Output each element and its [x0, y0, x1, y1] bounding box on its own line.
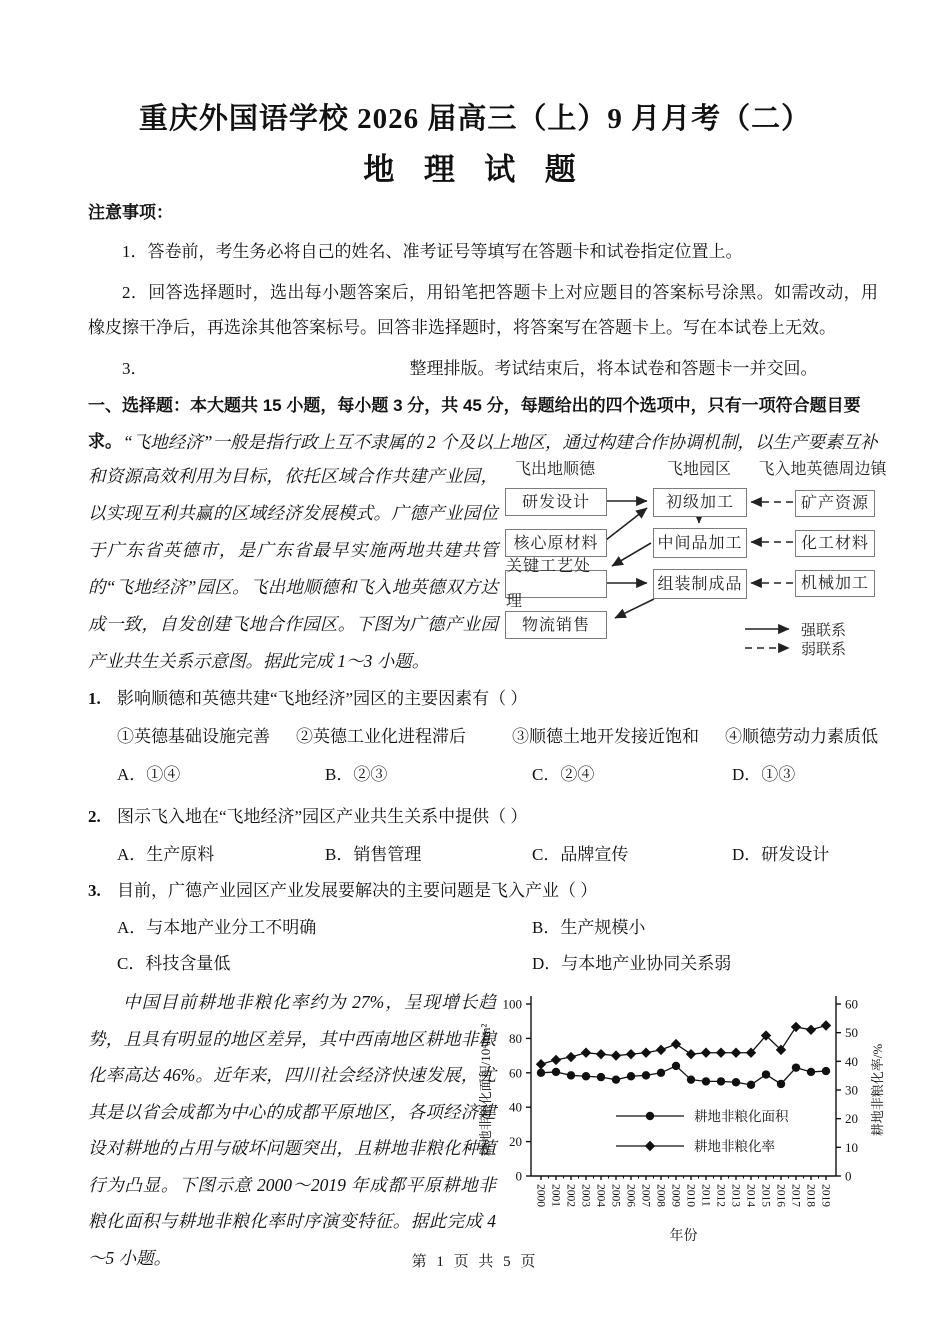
svg-text:耕地非粮化率/%: 耕地非粮化率/%: [870, 1043, 885, 1137]
diagram-box-intermediate: 中间品加工: [653, 528, 747, 558]
svg-text:20: 20: [845, 1111, 858, 1127]
diagram-box-materials: 核心原材料: [505, 529, 607, 557]
passage1-row: [88, 458, 900, 676]
notice-item-1: 1．答卷前，考生务必将自己的姓名、准考证号等填写在答题卡和试卷指定位置上。: [122, 242, 743, 261]
question-3-options-row2: [88, 946, 878, 982]
svg-text:0: 0: [845, 1168, 852, 1184]
question-2-number: 2.: [88, 807, 101, 826]
svg-text:2008: 2008: [654, 1184, 667, 1207]
arrow-assembly-to-logistics: [615, 599, 654, 618]
page-footer: 第 1 页 共 5 页: [411, 1254, 539, 1270]
question-3-stem: 3. 目前，广德产业园区产业发展要解决的主要问题是飞入产业（ ）: [88, 872, 878, 910]
diagram-box-rd: 研发设计: [505, 488, 607, 516]
svg-text:2000: 2000: [534, 1184, 547, 1207]
arrow-intermediate-to-keyprocess: [612, 543, 651, 566]
passage1-intro: “飞地经济”一般是指行政上互不隶属的 2 个及以上地区，通过构建合作协调机制，以生产要素互补: [123, 432, 878, 452]
svg-text:50: 50: [845, 1025, 858, 1041]
diagram-col2-header: 飞地园区: [666, 461, 731, 478]
question-3-number: 3.: [88, 881, 101, 900]
question-1-subitems: [88, 718, 878, 756]
notice-item-2: 2．回答选择题时，选出每小题答案后，用铅笔把答题卡上对应题目的答案标号涂黑。如需改动，用橡皮擦干净后，再选涂其他答案标号。回答非选择题时，将答案写在答题卡上。写在本试卷上无效。: [88, 283, 878, 337]
diagram-col1-header: 飞出地顺德: [514, 461, 595, 478]
svg-text:耕地非粮化面积/10⁴hm²: 耕地非粮化面积/10⁴hm²: [478, 1023, 493, 1157]
svg-text:2016: 2016: [774, 1184, 787, 1207]
legend-weak-label: 弱联系: [801, 642, 847, 658]
option-a: A．①④: [117, 765, 181, 784]
svg-text:2013: 2013: [729, 1184, 742, 1207]
svg-text:耕地非粮化面积: 耕地非粮化面积: [694, 1109, 789, 1124]
industry-symbiosis-diagram: [505, 458, 897, 668]
passage1-body: 和资源高效利用为目标，依托区域合作共建产业园，以实现互利共赢的区域经济发展模式。广德产业园位于广东省英德市，是广东省最早实施两地共建共管的“飞地经济”园区。飞出地顺德和飞入地英德双方达成一致，自发创建飞地合作园区。下图为广德产业园产业共生关系示意图。据此完成 1～3 小题。: [88, 466, 498, 671]
svg-text:2006: 2006: [624, 1184, 637, 1207]
svg-text:耕地非粮化率: 耕地非粮化率: [694, 1139, 775, 1154]
svg-text:2009: 2009: [669, 1184, 682, 1207]
question-2: [88, 798, 878, 874]
svg-text:2005: 2005: [609, 1184, 622, 1207]
passage2-body: 中国目前耕地非粮化率约为 27%，呈现增长趋势，且具有明显的地区差异，其中西南地区耕地非粮化率高达 46%。近年来，四川社会经济快速发展，尤其是以省会成都为中心的成都平原地区，各项经济建设对耕地的占用与破坏问题突出，且耕地非粮化种植行为凸显。下图示意 2000～2019 年成都平原耕地非粮化面积与耕地非粮化率时序演变特征。据此完成 4～5 小题。: [88, 992, 496, 1268]
svg-text:2012: 2012: [714, 1184, 727, 1207]
question-2-stem: 2. 图示飞入地在“飞地经济”园区产业共生关系中提供（ ）: [88, 798, 878, 836]
question-1-stem: 1. 影响顺德和英德共建“飞地经济”园区的主要因素有（ ）: [88, 680, 878, 718]
question-3-options-row1: [88, 910, 878, 946]
svg-text:2003: 2003: [579, 1184, 592, 1207]
legend-strong-label: 强联系: [801, 623, 847, 639]
notice-item-3-text: 整理排版。考试结束后，将本试卷和答题卡一并交回。: [409, 359, 818, 378]
svg-text:80: 80: [509, 1030, 522, 1046]
svg-text:60: 60: [509, 1065, 522, 1081]
diagram-box-chemical: 化工材料: [795, 530, 875, 557]
svg-text:60: 60: [845, 996, 858, 1012]
subitem-1: ①英德基础设施完善: [117, 727, 270, 746]
option-c: C．科技含量低: [117, 954, 231, 973]
option-d: D．①③: [732, 765, 796, 784]
grain-conversion-chart: [476, 988, 900, 1246]
svg-text:2002: 2002: [564, 1184, 577, 1207]
svg-text:2015: 2015: [759, 1184, 772, 1207]
svg-text:2019: 2019: [819, 1184, 832, 1207]
subitem-3: ③顺德土地开发接近饱和: [512, 727, 699, 746]
svg-text:2004: 2004: [594, 1184, 607, 1207]
diagram-box-primary: 初级加工: [653, 488, 747, 517]
option-c: C．品牌宣传: [532, 845, 629, 864]
svg-text:40: 40: [509, 1099, 522, 1115]
page-subtitle: 地 理 试 题: [363, 152, 587, 187]
svg-text:2018: 2018: [804, 1184, 817, 1207]
diagram-box-assembly: 组装制成品: [653, 569, 747, 599]
notice-item-3-number: 3．: [122, 359, 148, 378]
subitem-4: ④顺德劳动力素质低: [725, 727, 878, 746]
question-1-number: 1.: [88, 689, 101, 708]
notices-heading: 注意事项：: [88, 203, 173, 222]
diagram-box-machinery: 机械加工: [795, 570, 875, 597]
option-b: B．生产规模小: [532, 918, 646, 937]
option-b: B．销售管理: [325, 845, 422, 864]
question-1-options: [88, 756, 878, 794]
line-chart: [476, 988, 900, 1246]
svg-text:30: 30: [845, 1082, 858, 1098]
arrow-materials-to-primary: [606, 508, 647, 540]
subitem-2: ②英德工业化进程滞后: [296, 727, 466, 746]
svg-text:年份: 年份: [669, 1229, 698, 1244]
section1-heading: 一、选择题：本大题共 15 小题，每小题 3 分，共 45 分，每题给出的四个选项中，只有一项符合题目要求。: [88, 396, 861, 451]
svg-text:2017: 2017: [789, 1184, 802, 1207]
diagram-box-logistics: 物流销售: [505, 611, 607, 639]
svg-text:2014: 2014: [744, 1184, 757, 1207]
option-c: C．②④: [532, 765, 595, 784]
svg-text:2010: 2010: [684, 1184, 697, 1207]
notices-section: [88, 196, 878, 386]
notice-item-3: [88, 351, 878, 386]
svg-text:40: 40: [845, 1053, 858, 1069]
question-1: [88, 680, 878, 794]
option-a: A．生产原料: [117, 845, 215, 864]
page-title: 重庆外国语学校 2026 届高三（上）9 月月考（二）: [138, 103, 812, 135]
diagram-col3-header: 飞入地英德周边镇: [758, 461, 887, 478]
option-d: D．研发设计: [732, 845, 830, 864]
diagram-box-keyprocess: 关键工艺处理: [505, 570, 607, 598]
svg-text:100: 100: [502, 996, 522, 1012]
option-a: A．与本地产业分工不明确: [117, 918, 317, 937]
option-d: D．与本地产业协同关系弱: [532, 954, 732, 973]
diagram-box-mineral: 矿产资源: [795, 490, 875, 517]
option-b: B．②③: [325, 765, 388, 784]
svg-text:2007: 2007: [639, 1184, 652, 1207]
question-3: [88, 872, 878, 982]
svg-text:10: 10: [845, 1139, 858, 1155]
svg-text:0: 0: [515, 1168, 522, 1184]
question-2-options: [88, 836, 878, 874]
svg-text:2011: 2011: [699, 1184, 712, 1207]
svg-text:2001: 2001: [549, 1184, 562, 1207]
svg-text:20: 20: [509, 1134, 522, 1150]
